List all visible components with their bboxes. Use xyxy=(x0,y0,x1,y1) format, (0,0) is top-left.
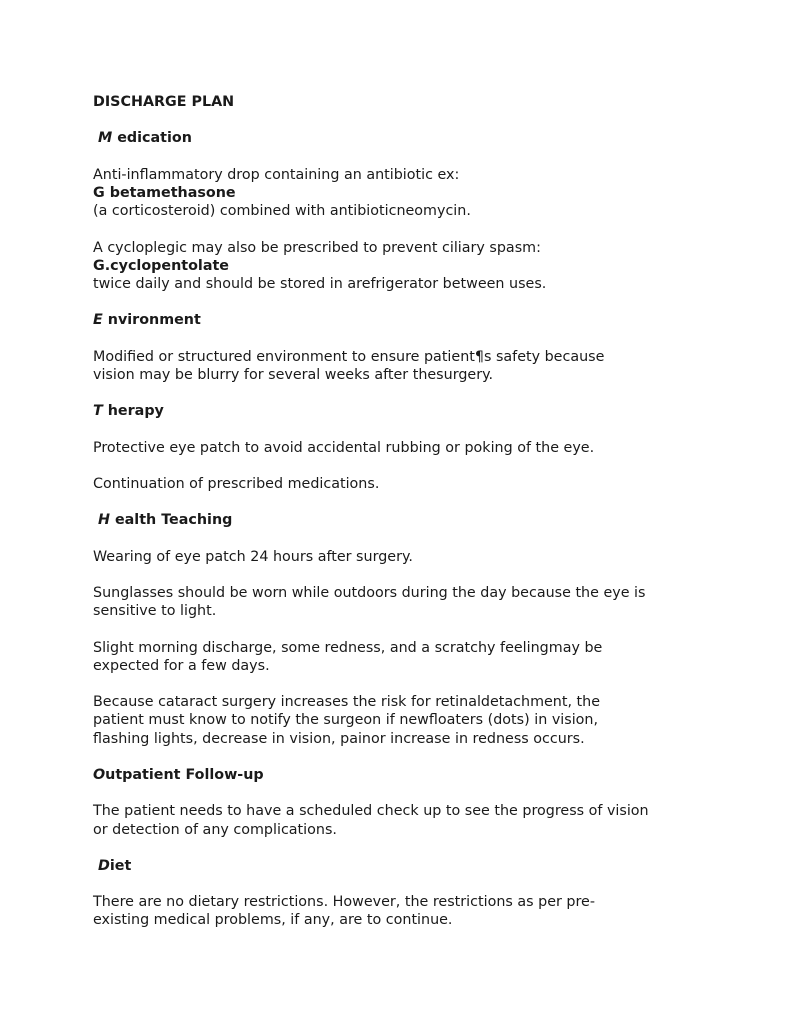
paragraph-line: flashing lights, decrease in vision, painor increase in redness occurs. xyxy=(93,730,585,747)
drug-name: G.cyclopentolate xyxy=(93,257,230,274)
section-heading-therapy xyxy=(93,402,713,420)
heading-initial: E xyxy=(93,312,103,329)
heading-initial: O xyxy=(93,766,106,783)
drug-name: G betamethasone xyxy=(93,184,236,201)
paragraph-line: Anti-inflammatory drop containing an antibiotic ex: xyxy=(93,166,460,183)
paragraph-line: (a corticosteroid) combined with antibioticneomycin. xyxy=(93,203,471,220)
paragraph-line: Modified or structured environment to ensure patient¶s safety because xyxy=(93,348,605,365)
section-heading-medication xyxy=(93,129,713,147)
heading-rest: herapy xyxy=(107,403,164,420)
paragraph-line: vision may be blurry for several weeks after thesurgery. xyxy=(93,366,494,383)
section-heading-health-teaching xyxy=(93,511,713,529)
paragraph-line: twice daily and should be stored in arefrigerator between uses. xyxy=(93,275,547,292)
heading-initial: T xyxy=(93,403,103,420)
paragraph-line: sensitive to light. xyxy=(93,603,217,620)
heading-initial: D xyxy=(98,857,110,874)
paragraph-line: expected for a few days. xyxy=(93,657,270,674)
heading-rest: edication xyxy=(117,130,192,147)
paragraph-line: patient must know to notify the surgeon if newfloaters (dots) in vision, xyxy=(93,712,599,729)
page-title: DISCHARGE PLAN xyxy=(93,94,235,110)
section-heading-environment xyxy=(93,311,713,329)
section-heading-diet xyxy=(93,857,713,875)
heading-rest: iet xyxy=(109,857,132,874)
heading-initial: H xyxy=(98,512,110,529)
heading-initial: M xyxy=(98,130,113,147)
paragraph-line: Protective eye patch to avoid accidental rubbing or poking of the eye. xyxy=(93,439,595,456)
paragraph-line: There are no dietary restrictions. However, the restrictions as per pre- xyxy=(93,894,596,911)
paragraph-line: Continuation of prescribed medications. xyxy=(93,475,380,492)
paragraph-line: or detection of any complications. xyxy=(93,821,337,838)
paragraph-line: Slight morning discharge, some redness, and a scratchy feelingmay be xyxy=(93,639,603,656)
paragraph-line: existing medical problems, if any, are to continue. xyxy=(93,912,453,929)
paragraph-line: Wearing of eye patch 24 hours after surgery. xyxy=(93,548,413,565)
heading-rest: ealth Teaching xyxy=(114,512,233,529)
document-page xyxy=(93,93,713,930)
paragraph-line: Because cataract surgery increases the risk for retinaldetachment, the xyxy=(93,694,601,711)
paragraph-line: The patient needs to have a scheduled check up to see the progress of vision xyxy=(93,803,649,820)
heading-rest: utpatient Follow-up xyxy=(105,766,264,783)
paragraph-line: A cycloplegic may also be prescribed to prevent ciliary spasm: xyxy=(93,239,541,256)
heading-rest: nvironment xyxy=(107,312,201,329)
paragraph-line: Sunglasses should be worn while outdoors during the day because the eye is xyxy=(93,585,646,602)
section-heading-outpatient xyxy=(93,766,713,784)
